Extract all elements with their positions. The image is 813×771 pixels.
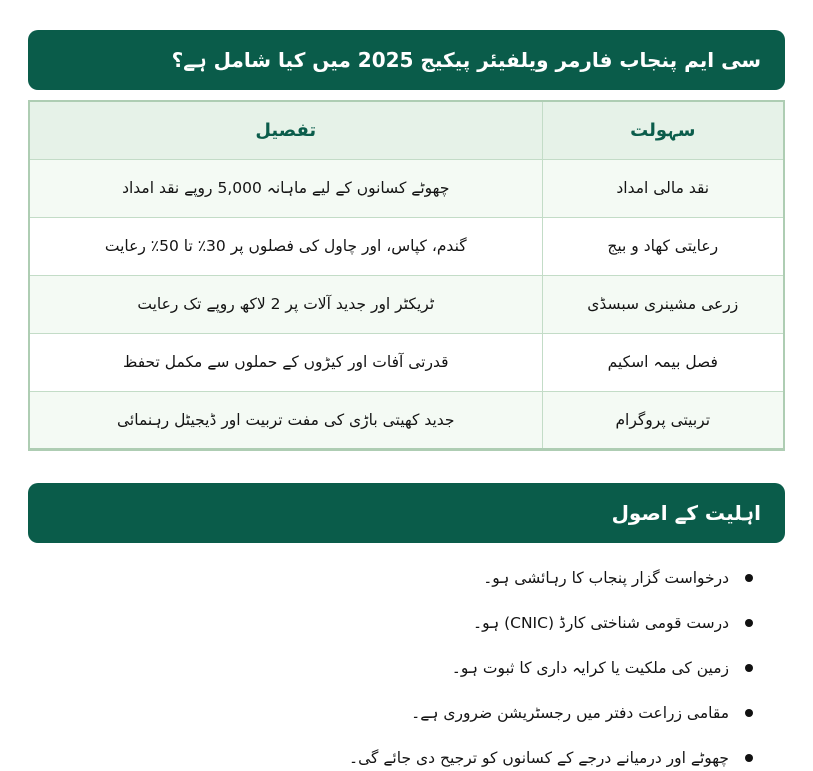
detail-column-header: تفصیل: [29, 101, 542, 159]
eligibility-title: اہلیت کے اصول: [611, 500, 761, 525]
facility-column-header: سہولت: [542, 101, 784, 159]
table-row: [29, 217, 784, 275]
bullet-icon: [745, 619, 753, 627]
detail-cell: گندم، کپاس، اور چاول کی فصلوں پر 30٪ تا 50٪ رعایت: [29, 217, 542, 275]
detail-cell: چھوٹے کسانوں کے لیے ماہانہ 5,000 روپے نقد امداد: [29, 159, 542, 217]
table-header-row: [29, 101, 784, 159]
table-row: [29, 333, 784, 391]
package-title: سی ایم پنجاب فارمر ویلفیئر پیکیج 2025 میں کیا شامل ہے؟: [171, 48, 761, 72]
table-body: [29, 159, 784, 449]
rule-text: مقامی زراعت دفتر میں رجسٹریشن ضروری ہے۔: [411, 703, 729, 722]
list-item: [28, 700, 753, 726]
list-item: [28, 655, 753, 681]
eligibility-title-banner: [28, 483, 785, 543]
package-title-banner: [28, 30, 785, 90]
facility-cell: تربیتی پروگرام: [542, 391, 784, 449]
facility-cell: زرعی مشینری سبسڈی: [542, 275, 784, 333]
table-row: [29, 275, 784, 333]
rule-text: چھوٹے اور درمیانے درجے کے کسانوں کو ترجیح دی جائے گی۔: [349, 748, 729, 767]
bullet-icon: [745, 754, 753, 762]
bullet-icon: [745, 709, 753, 717]
table-row: [29, 391, 784, 449]
package-features-table: [28, 100, 785, 451]
rule-text: درست قومی شناختی کارڈ (CNIC) ہو۔: [472, 613, 729, 632]
eligibility-rules-list: [28, 565, 753, 771]
list-item: [28, 610, 753, 636]
bullet-icon: [745, 664, 753, 672]
facility-cell: نقد مالی امداد: [542, 159, 784, 217]
detail-cell: جدید کھیتی باڑی کی مفت تربیت اور ڈیجیٹل رہنمائی: [29, 391, 542, 449]
bullet-icon: [745, 574, 753, 582]
rule-text: درخواست گزار پنجاب کا رہائشی ہو۔: [483, 568, 729, 587]
table-header: [29, 101, 784, 159]
table-row: [29, 159, 784, 217]
detail-cell: ٹریکٹر اور جدید آلات پر 2 لاکھ روپے تک رعایت: [29, 275, 542, 333]
facility-cell: فصل بیمہ اسکیم: [542, 333, 784, 391]
list-item: [28, 745, 753, 771]
detail-cell: قدرتی آفات اور کیڑوں کے حملوں سے مکمل تحفظ: [29, 333, 542, 391]
facility-cell: رعایتی کھاد و بیج: [542, 217, 784, 275]
rule-text: زمین کی ملکیت یا کرایہ داری کا ثبوت ہو۔: [451, 658, 729, 677]
list-item: [28, 565, 753, 591]
